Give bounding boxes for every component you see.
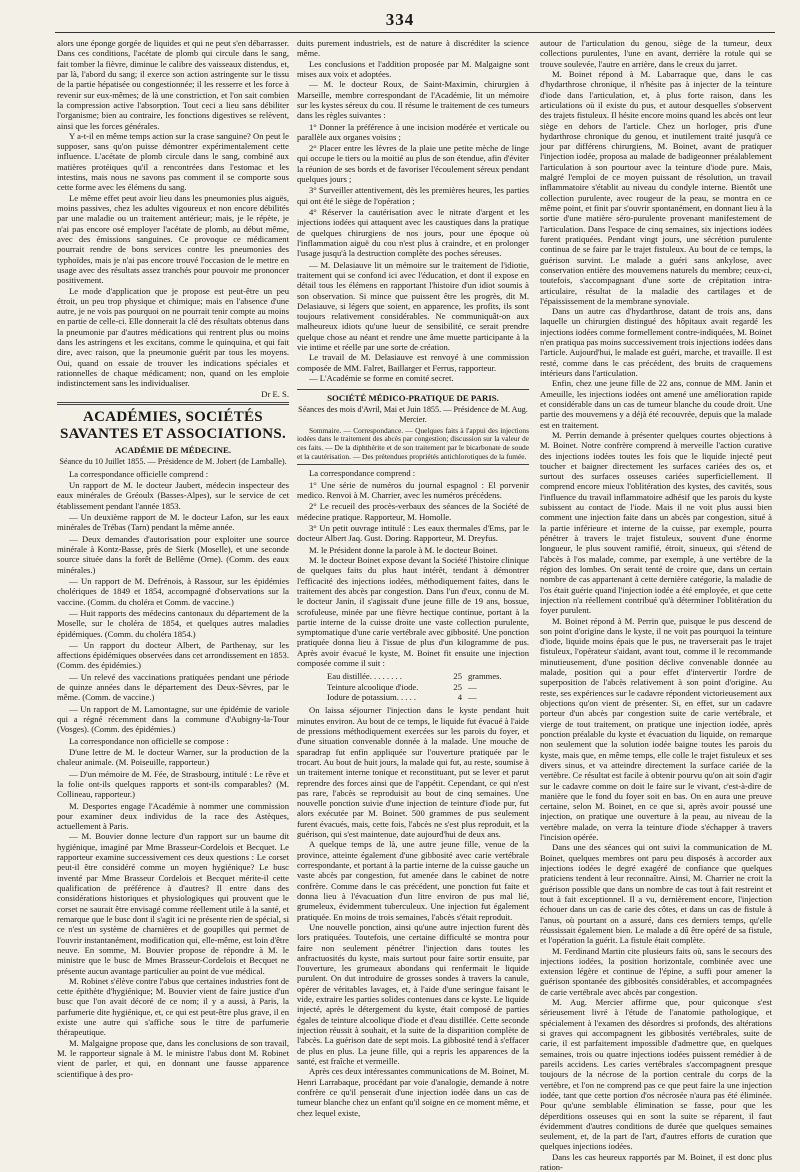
paragraph: M. Boinet répond à M. Labarraque que, dans le cas d'hydarthrose chronique, il n'hésite pas à injecter de la teinture d'iode dans l'articulation, et, à plus forte raison, dans les articulations où il existe du pus, et autour desquelles s'observent des trajets fistuleux. Il hésite encore moins quand les abcès ont leur siège en dehors de l'article. Chez un horloger, pris d'une hydarthrose chronique du genou, et inutilement traité jusqu'à ce jour par différens chirurgiens, M. Boinet, avant de pratiquer l'injection iodée, proposa au malade de badigeonner préalablement l'articulation à son pourtour avec la teinture d'iode pure. Mais, malgré l'emploi de ce moyen puissant de résolution, un travail inflammatoire s'établit au niveau du condyle interne. Bientôt une collection purulente, avec rougeur de la peau, se montra en ce même point, et finit par s'ouvrir spontanément, en donnant lieu à la sortie d'une matière séro-purulente provenant manifestement de l'articulation. Dans l'espace de cinq semaines, six injections iodées furent pratiquées. Pendant vingt jours, une sécrétion purulente continua de se faire par le trajet fistuleux. Au bout de ce temps, la guérison survint. Le malade a guéri sans ankylose, avec conservation entière des mouvemens naturels du membre; ceux-ci, toutefois, s'accompagnant d'une sorte de crépitation intra-articulaire, résultat de la maladie des cartilages et de l'épaississement de la membrane synoviale. bbox=[540, 68, 772, 306]
paragraph: M. Boinet répond à M. Perrin que, puisque le pus descend de son point d'origine dans le kyste, il ne voit pas pourquoi la teinture d'iode, liquide moins épais que le pus, ne traverserait pas le trajet fistuleux, l'opérateur s'aidant, avant tout, comme il le recommande minutieusement, d'une position déclive convenable donnée au malade, position qui a pour effet d'intervertir l'ordre de superposition de l'abcès relativement à son point d'origine. Au reste, ses expériences sur le cadavre répondent victorieusement aux objections qu'on vient de présenter. Si, en effet, sur un cadavre porteur d'un abcès par congestion suite de carie vertébrale, et vierge de tout traitement, on pratique une injection iodée, après ponction préalable du kyste et évacuation du liquide, on remarque non seulement que la solution iodée baigne toutes les parois du kyste, mais que, en même temps, elle colle le trajet fistuleux et ses divers sinus, et va atteindre directement la surface cariée de la vertèbre. Ce résultat est facile à obtenir pourvu qu'on ait soin d'agir sur le cadavre comme on doit le faire sur le vivant, c'est-à-dire de manière que le fond du foyer soit en bas. On en aura une preuve certaine, selon M. Boinet, en ce que si, après avoir poussé une injection, on pratique une ouverture à la peau, au niveau de la vertèbre malade, on verra la teinture d'iode s'échapper à travers l'incision opérée. bbox=[540, 615, 772, 843]
seance-line: Séance du 10 Juillet 1855. — Présidence de M. Jobert (de Lamballe). bbox=[59, 456, 287, 466]
paragraph: — M. Bouvier donne lecture d'un rapport sur un baume dit hygiénique, imaginé par Mme Brasseur-Cordelois et Becquet. Le rapporteur examine successivement ces deux questions : Le corset peut-il être considéré comme un moyen hygiénique? Le busc inventé par Mme Brasseur Cordelois et Becquet mérite-il cette qualification de préférence à d'autres? Il entre dans des considérations historiques et physiologiques qui prouvent que le corset ne saurait être envisagé comme réellement utile à la santé, et remarque que le busc dont il s'agit ici ne présente rien de spécial, si ce n'est un système de charnières et de goupilles qui permet de l'ouvrir instantanément, modification qui, elle-même, est loin d'être neuve. En somme, M. Bouvier propose de répondre à M. le ministre que le busc de Mmes Brasseur-Cordelois et Becquet ne présente aucun avantage particulier au point de vue médical. bbox=[57, 831, 289, 976]
paragraph: On laissa séjourner l'injection dans le kyste pendant huit minutes environ. Au bout de ce temps, le liquide fut évacué à l'aide de pressions méthodiquement exercées sur les parois du foyer, et d'une situation convenable donnée à la malade. Une mouche de sparadrap fut enfin appliquée sur l'ouverture pratiquée par le trocart. Au bout de huit jours, la malade qui fut, au reste, soumise à un traitement interne tonique et reconstituant, put se lever et parut reprendre des forces ainsi que de l'appétit. Cependant, ce qui n'est pas rare, l'abcès se reproduisit au bout de cinq semaines. Une nouvelle ponction suivie d'une injection de teinture d'iode pur, fut alors exécutée par M. Boinet. 500 grammes de pus seulement furent évacués, mais, cette fois, l'abcès ne s'est plus reproduit, et la guérison, qui s'est maintenue, date aujourd'hui de deux ans. bbox=[297, 705, 529, 840]
paragraph: Le travail de M. Delasiauve est renvoyé à une commission composée de MM. Falret, Baillarger et Ferrus, rapporteur. bbox=[297, 352, 529, 373]
paragraph: Y a-t-il en même temps action sur la crase sanguine? On peut le supposer, sans qu'on puisse démontrer expérimentalement cette influence. L'acétate de plomb circule dans le sang, combiné aux matières protéiques qu'il a rencontrées dans l'estomac et les intestins, mais nous ne savons pas comment il se comporte sous cette forme avec les élémens du sang. bbox=[57, 130, 289, 193]
paragraph: Le même effet peut avoir lieu dans les pneumonies plus aiguës, moins passives, chez les adultes vigoureux et non encore débilités par une maladie ou un traitement antérieur; mais, je le répète, je n'ai pas encore osé employer l'acétate de plomb, au début même, avec des émissions sanguines. Ce provoque ce médicament pourrait rendre de bons services contre les pneumonies des typhoïdes, mais je n'ai pas encore trouvé l'occasion de le mettre en usage avec des résultats assez tranchés pour pouvoir me prononcer positivement. bbox=[57, 192, 289, 286]
paragraph: duits purement industriels, est de nature à discréditer la science même. bbox=[297, 38, 529, 59]
paragraph: — M. Delasiauve lit un mémoire sur le traitement de l'idiotie, traitement qui se confond ici avec l'éducation, et dont il expose en détail tous les élémens en rapportant l'histoire d'un idiot soumis à son observation. Si mince que puissent être les progrès, dit M. Delasiauve, si légers que soient, en apparence, les profits, ils sont toujours relativement considérables. Ne communiquât-on aux malheureux idiots qu'une lueur de sensibilité, ce serait prendre quelque chose au néant et rendre une âme muette participante à la vie intime et réelle par une sorte de création. bbox=[297, 259, 529, 353]
list-item: — Un deuxième rapport de M. le docteur Lafon, sur les eaux minérales de Trébas (Tarn) pendant la même année. bbox=[57, 512, 289, 533]
list-item: 1° Une série de numéros du journal espagnol : El porvenir medico. Renvoi à M. Charrier, avec les numéros précédens. bbox=[297, 479, 529, 501]
paragraph: A quelque temps de là, une autre jeune fille, venue de la province, atteinte également d'une gibbosité avec carie vertébrale correspondante, et portant à la partie interne de la cuisse gauche un vaste abcès par congestion, fut amenée dans le cabinet de notre confrère. Comme dans le cas précédent, une ponction fut faite et donna lieu à l'évacuation d'un litre environ de pus mal lié, grumeleux, évidemment tuberculeux. Une injection fut également pratiquée. En moins de trois semaines, l'abcès s'était reproduit. bbox=[297, 839, 529, 922]
paragraph: — M. le docteur Roux, de Saint-Maximin, chirurgien à Marseille, membre correspondant de l'Académie, lit un mémoire sur les kystes séreux du cou. Il résume le traitement de ces tumeurs dans les règles suivantes : bbox=[297, 79, 529, 121]
summary: Sommaire. — Correspondance. — Quelques faits à l'appui des injections iodées dans le traitement des abcès par congestion; discussion sur la valeur de ces faits. — De la diphthérite et de son traitement par le bicarbonate de soude et la cautérisation. — Des prétendues propriétés antichlorotiques de la fumée. bbox=[297, 425, 529, 461]
section-divider bbox=[297, 389, 529, 390]
paragraph: Les conclusions et l'addition proposée par M. Malgaigne sont mises aux voix et adoptées. bbox=[297, 58, 529, 79]
academy-heading: ACADÉMIE DE MÉDECINE. bbox=[114, 445, 232, 456]
paragraph: M. Malgaigne propose que, dans les conclusions de son travail, M. le rapporteur signale à M. le ministre l'abus dont M. Robinet vient de parler, et qui, en donnant une fausse apparence scientifique à des pro- bbox=[57, 1037, 289, 1079]
column-2 bbox=[297, 38, 529, 1118]
list-item: 3° Surveiller attentivement, dès les premières heures, les parties qui ont été le siège de l'opération ; bbox=[297, 185, 529, 206]
section-divider bbox=[57, 402, 289, 405]
paragraph: M. le docteur Boinet expose devant la Société l'histoire clinique de quelques faits du plus haut intérêt, tendant à démontrer l'efficacité des injections iodées, méthodiquement faites, dans le traitement des abcès par congestion. Dans l'un d'eux, connu de M. le docteur Janin, il s'agissait d'une jeune fille de 19 ans, bossue, scrofuleuse, minée par une fièvre hectique continue, portant à la partie interne de la cuisse droite une vaste collection purulente, symptomatique d'une carie vertébrale avec gibbosité. Une ponction pratiquée donna lieu à l'issue de plus d'un kilogramme de pus. Après avoir évacué le kyste, M. Boinet fit ensuite une injection composée comme il suit : bbox=[297, 554, 529, 669]
column-3 bbox=[540, 38, 772, 1172]
paragraph: M. le Président donne la parole à M. le docteur Boinet. bbox=[309, 544, 498, 555]
list-item: 1° Donner la préférence à une incision modérée et verticale ou parallèle aux organes voisins ; bbox=[297, 121, 529, 142]
paragraph: Enfin, chez une jeune fille de 22 ans, connue de MM. Janin et Ameuille, les injections iodées ont amené une amélioration rapide et considérable dans un cas de tumeur blanche du coude droit. Une partie des mouvemens y a déjà été recouvrée, depuis que la malade est en traitement. bbox=[540, 378, 772, 430]
recipe-row: Teinture alcoolique d'iode. 25 — bbox=[327, 681, 477, 692]
list-item: 2° Placer entre les lèvres de la plaie une petite mèche de linge qui occupe le tiers ou la moitié au plus de son étendue, afin d'éviter la réunion de ses bords et de favoriser l'écoulement séreux pendant quelques jours ; bbox=[297, 143, 529, 185]
list-item: — Deux demandes d'autorisation pour exploiter une source minérale à Kontz-Basse, près de Sierk (Moselle), et une seconde source située dans la forêt de Bellême (Orne). (Comm. des eaux minérales.) bbox=[57, 533, 289, 575]
list-item: D'une lettre de M. le docteur Warner, sur la production de la chaleur animale. (M. Poiseuille, rapporteur.) bbox=[57, 746, 289, 768]
paragraph: alors une éponge gorgée de liquides et qui ne peut s'en débarrasser. Dans ces conditions, l'acétate de plomb qui circule dans le sang, fait tomber la fièvre, diminue le calibre des vaisseaux distendus, et, par là, l'abord du sang; il exerce son action astringente sur le tissu de la partie hépatisée ou congestionnée; il les resserre et les force à revenir sur eux-mêmes; de là une constriction, et l'on sait combien la compression active l'absorption. Tout ceci a lieu sans débiliter l'organisme; bien au contraire, les fonctions digestives se relèvent, ainsi que les forces générales. bbox=[57, 38, 289, 131]
list-item: — Huit rapports des médecins cantonaux du département de la Moselle, sur le choléra de 1854, et quelques autres maladies épidémiques. (Comm. du choléra 1854.) bbox=[57, 607, 289, 639]
list-item: — Un rapport de M. Defrénois, à Rassour, sur les épidémies cholériques de 1849 et 1854, accompagné d'observations sur la vaccine. (Comm. du choléra et Comm. de vaccine.) bbox=[57, 575, 289, 607]
page-number: 334 bbox=[385, 10, 415, 29]
paragraph: M. Perrin demande à présenter quelques courtes objections à M. Boinet. Notre confrère comprend à merveille l'action curative des injections iodées toutes les fois que le liquide injecté peut toucher et baigner directement les surfaces cariées des os, et surtout des surfaces osseuses cariées superficiellement. Il comprend encore mieux l'oblitération des kystes, des cavités, sous l'influence du travail inflammatoire adhésif que les parois du kyste subissent au contact de l'iode. Mais il ne voit plus aussi bien comment une injection faite dans un abcès par congestion, situé à la partie inférieure et interne de la cuisse, par exemple, pourra pénétrer à travers le trajet fistuleux, souvent d'une énorme longueur, le plus souvent ramifié, étroit, sinueux, qui s'étend de l'abcès à l'os malade, comme, par exemple, à une vertèbre de la région des lombes. On serait tenté de croire que, dans un certain nombre de cas appartenant à cette dernière catégorie, la maladie de l'os était guérie quand l'injection iodée a été employée, et que cette injection n'a réellement contribué qu'à déterminer l'oblitération du foyer purulent. bbox=[540, 429, 772, 616]
list-item: 3° Un petit ouvrage intitulé : Les eaux thermales d'Ems, par le docteur Albert Jaq. Gust. Doring. Rapporteur, M. Dreyfus. bbox=[297, 523, 529, 544]
paragraph: M. Robinet s'élève contre l'abus que certaines industries font de cette épithète d'hygiénique; M. Bouvier vient de faire justice d'un busc que l'on avait décoré de ce nom; il y a aussi, à Paris, la parfumerie dite hygiénique, et, ce qui est peut-être plus grave, il en existe une autre qui s'affiche sous le titre de parfumerie thérapeutique. bbox=[57, 975, 289, 1038]
paragraph: Dans les cas heureux rapportés par M. Boinet, il est donc plus ration- bbox=[540, 1151, 772, 1172]
paragraph: Dans un autre cas d'hydarthrose, datant de trois ans, dans laquelle un chirurgien distingué des hôpitaux avait regardé les injections iodées comme formellement contre-indiquées, M. Boinet n'en pratiqua pas moins successivement trois injections iodées dans l'article. Aujourd'hui, le malade est guéri, marche, et travaille. Il est resté, comme dans le cas précédent, des bruits de craquemens intérieurs dans l'articulation. bbox=[540, 306, 772, 378]
paragraph: La correspondance comprend : bbox=[309, 468, 416, 479]
list-item: — Un rapport du docteur Albert, de Parthenay, sur les affections épidémiques observées dans cet arrondissement en 1853. (Comm. des épidémies.) bbox=[57, 639, 289, 671]
recipe-row: Eau distillée. . . . . . . . 25 grammes. bbox=[327, 671, 502, 682]
paragraph: M. Desportes engage l'Académie à nommer une commission pour examiner deux individus de la race des Astèques, actuellement à Paris. bbox=[57, 800, 289, 832]
paragraph: La correspondance officielle comprend : bbox=[69, 468, 209, 479]
column-1 bbox=[57, 38, 289, 1110]
list-item: 2° Le recueil des procès-verbaux des séances de la Société de médecine pratique. Rapporteur, M. Homolle. bbox=[297, 501, 529, 522]
paragraph: La correspondance non officielle se compose : bbox=[69, 735, 229, 746]
section-title: ACADÉMIES, SOCIÉTÉS SAVANTES ET ASSOCIATIONS. bbox=[59, 408, 287, 443]
list-item: — D'un mémoire de M. Fée, de Strasbourg, intitulé : Le rêve et la folie ont-ils quelques rapports et sont-ils comparables? (M. Collineau, rapporteur.) bbox=[57, 768, 289, 800]
paragraph: autour de l'articulation du genou, siège de la tumeur, deux collections purulentes, l'une en avant, derrière la rotule qui se trouve soulevée, l'autre en arrière, dans le creux du jarret. bbox=[540, 38, 772, 69]
society-heading: SOCIÉTÉ MÉDICO-PRATIQUE DE PARIS. bbox=[327, 393, 499, 404]
list-item: — Un rapport de M. Lamontagne, sur une épidémie de variole qui a régné récemment dans la commune d'Aubigny-la-Tour (Vosges). (Comm. des épidémies.) bbox=[57, 703, 289, 735]
list-item: Un rapport de M. le docteur Jaubert, médecin inspecteur des eaux minérales de Gréoulx (Basses-Alpes), sur le service de cet établissement pendant l'année 1853. bbox=[57, 480, 289, 511]
signature: Dr E. S. bbox=[261, 388, 289, 399]
header-rule bbox=[55, 32, 775, 33]
list-item: — Un relevé des vaccinations pratiquées pendant une période de quinze années dans le département des Deux-Sèvres, par le même. (Comm. de vaccine.) bbox=[57, 671, 289, 703]
section-divider bbox=[297, 464, 529, 465]
paragraph: — L'Académie se forme en comité secret. bbox=[309, 373, 454, 383]
paragraph: Le mode d'application que je propose est peut-être un peu étroit, un peu trop physique et chimique; mais en l'absence d'une autre, je ne vois pas pourquoi on ne pourrait tenir compte au moins en partie de celle-ci. Elle donnerait la clé des résultats obtenus dans la pneumonie par d'autres médications qui rentrent plus ou moins dans les astringens et les excitans, comme le quinquina, et qui fait dire, avec raison, que la pneumonie guérit par tous les moyens. Oui, quand on essaie de trouver les indications spéciales et rationnelles de chaque médicament; non, quand on les emploie indistinctement sans les individualiser. bbox=[57, 285, 289, 389]
recipe-row: Iodure de potassium. . . . . 4 — bbox=[327, 692, 477, 703]
paragraph: M. Ferdinand Martin cite plusieurs faits où, sans le secours des injections iodées, la position horizontale, combinée avec une extension légère et continue de l'épine, a suffi pour amener la guérison spontanée des gibbosités considérables, et accompagnées de carie vertébrale avec abcès par congestion. bbox=[540, 945, 772, 997]
paragraph: Dans une des séances qui ont suivi la communication de M. Boinet, quelques membres ont paru peu disposés à accorder aux injections iodées le degré exagéré de confiance que quelques praticiens tendent à leur reconnaître. Ainsi, M. Charrier ne croit la guérison possible que dans un nombre de cas tout à fait restreint et tout à fait exceptionnel. Il a vu, dernièrement encore, l'injection échouer dans un cas de carie des côtes, et dans un cas de fistule à l'anus, où pourtant on a assuré, dans ces derniers temps, qu'elle réussissait également bien. Le malade a dû être opéré de sa fistule, et l'opération la guérit. La fistule était complète. bbox=[540, 842, 772, 946]
paragraph: Après ces deux intéressantes communications de M. Boinet, M. Henri Larrabaque, procédant par voie d'analogie, demande à notre confrère ce qu'il penserait d'une injection iodée dans un cas de tumeur blanche chez un enfant qu'il soigne en ce moment même, et chez lequel existe, bbox=[297, 1066, 529, 1118]
paragraph: M. Aug. Mercier affirme que, pour quiconque s'est sérieusement livré à l'étude de l'anatomie pathologique, et spécialement à l'examen des désordres si profonds, des altérations si graves qui accompagnent les gibbosités vertébrales, suite de carie, il est parfaitement impossible d'admettre que, en quelques semaines, trois ou quatre injections iodées puissent remédier à de pareils accidens. Les caries vertébrales s'accompagnent presque toujours de la nécrose de la portion centrale du corps de la vertèbre, et l'on ne comprend pas ce que peut faire la une injection iodée, tant que cette portion d'os nécrosée n'aura pas été éliminée. Pour qu'une semblable élimination se fasse, pour que les déperditions osseuses qui en sont la suite se réparent, il faut évidemment d'autres conditions de durée que quelques semaines seulement, et, de la part de l'art, d'autres efforts de curation que quelques injections iodées. bbox=[540, 997, 772, 1152]
injection-recipe bbox=[327, 671, 529, 702]
list-item: 4° Réserver la cautérisation avec le nitrate d'argent et les injections iodées qui attaquent avec les caustiques dans la pratique de quelques chirurgiens de nos jours, pour une époque où l'inflammation aiguë du cou n'est plus à craindre, et en prolonger l'usage jusqu'à la destruction complète des poches séreuses. bbox=[297, 207, 529, 259]
seance-line: Séances des mois d'Avril, Mai et Juin 1855. — Présidence de M. Aug. Mercier. bbox=[298, 404, 528, 424]
paragraph: Une nouvelle ponction, ainsi qu'une autre injection furent dès lors pratiquées. Toutefois, une certaine difficulté se montra pour faire non seulement pénétrer l'injection dans toutes les anfractuosités du kyste, mais surtout pour faire sortir ensuite, par l'ouverture, les grumeaux abondans qui renfermait le liquide purulent. On dut introduire de grosses sondes à travers la canule, opérer de véritables lavages, et, à l'aide d'une seringue faisant le vide, extraire les parties solides contenues dans ce kyste. Le liquide injecté, après le détergement du kyste, était composé de parties égales de teinture alcoolique d'iode et d'eau distillée. Cette seconde injection réussit à souhait, et la suite de la disparition complète de l'abcès. La guérison date de sept mois. La gibbosité tend à s'effacer de plus en plus. La jeune fille, qui a repris les apparences de la santé, est fraîche et vermeille. bbox=[297, 921, 529, 1066]
